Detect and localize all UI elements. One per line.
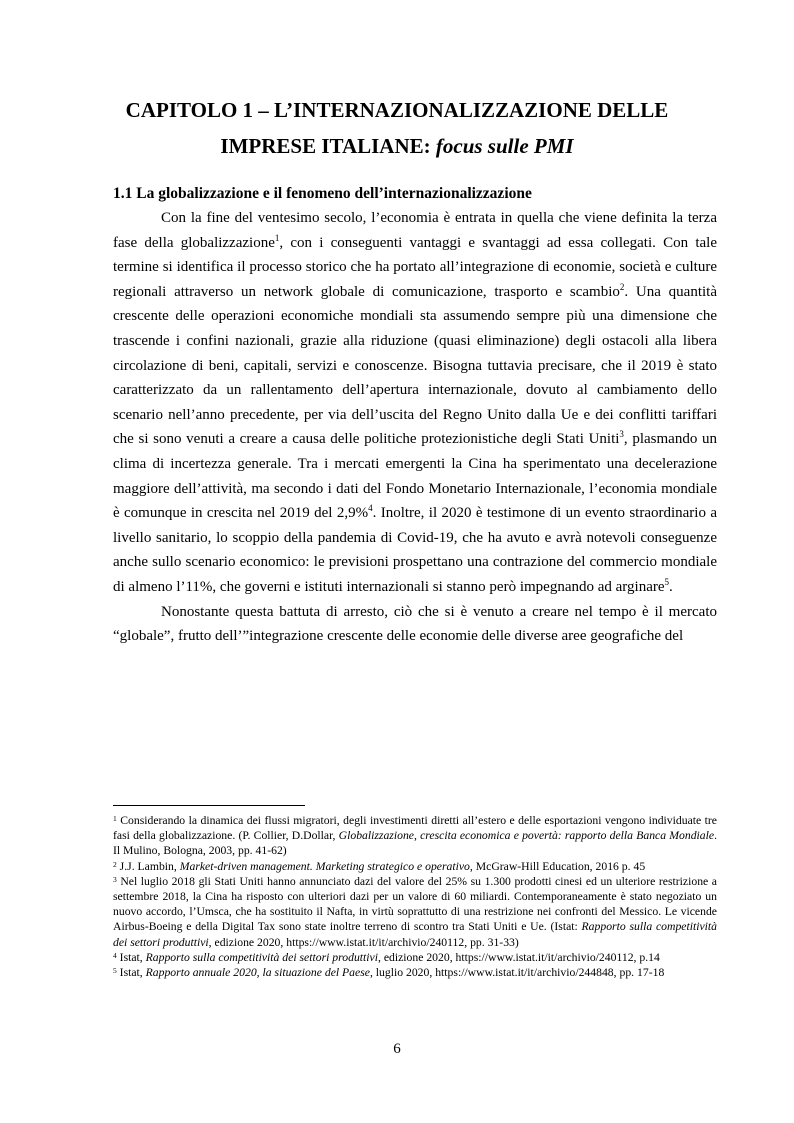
footnote-ref-2: 2 (619, 281, 625, 292)
footnote-ref-3: 3 (619, 429, 624, 440)
chapter-title-line-2: IMPRESE ITALIANE: focus sulle PMI (220, 134, 574, 158)
body-text (113, 206, 717, 649)
chapter-title-focus: focus sulle PMI (435, 134, 574, 158)
chapter-title-line-1: CAPITOLO 1 – L’INTERNAZIONALIZZAZIONE DELLE (125, 98, 669, 122)
paragraph-1: Con la fine del ventesimo secolo, l’economia è entrata in quella che viene definita la terza fase della globalizzazione$^1$, con i conseguenti vantaggi e svantaggi ad essa collegati. Con tale termine si identifica il processo storico che ha portato all’integrazione di economie, società e culture regionali attraverso un network globale di comunicazione, trasporto e scambio$^2$. Una quantità crescente delle operazioni economiche mondiali sta assumendo sempre più una dimensione che trascende i confini nazionali, grazie alla riduzione (quasi eliminazione) degli ostacoli alla libera circolazione di beni, capitali, servizi e conoscenze. Bisogna tuttavia precisare, che il 2019 è stato caratterizzato da un rallentamento dell’apertura internazionale, dovuto al cambiamento dello scenario nell’anno precedente, per via dell’uscita del Regno Unito dalla Ue e dei conflitti tariffari che si sono venuti a creare a causa delle politiche protezionistiche degli Stati Uniti$^3$, plasmando un clima di incertezza generale. Tra i mercati emergenti la Cina ha sperimentato una decelerazione maggiore dell’attività, ma secondo i dati del Fondo Monetario Internazionale, l’economia mondiale è comunque in crescita nel 2019 del 2,9%$^4$. Inoltre, il 2020 è testimone di un evento straordinario a livello sanitario, lo scoppio della pandemia di Covid-19, che ha avuto e avrà notevoli conseguenze anche sullo scenario economico: le previsioni prospettano una contrazione del commercio mondiale di almeno l’11%, che governi e istituti internazionali si stanno però impegnando ad arginare$^5$. (113, 210, 717, 595)
footnote-1: $^1$ Considerando la dinamica dei flussi migratori, degli investimenti diretti all’estero e delle esportazioni vengono individuate tre fasi della globalizzazione. (P. Collier, D.Dollar, Globalizzazione, crescita economica e povertà: rapporto della Banca Mondiale. Il Mulino, Bologna, 2003, pp. 41-62) (113, 814, 717, 858)
paragraph-2: Nonostante questa battuta di arresto, ciò che si è venuto a creare nel tempo è il mercato “globale”, frutto dell’”integrazione crescente delle economie delle diverse aree geografiche del (113, 603, 717, 645)
footnote-2: $^2$ J.J. Lambin, Market-driven management. Marketing strategico e operativo, McGraw-Hill Education, 2016 p. 45 (113, 859, 646, 873)
footnote-3: $^3$ Nel luglio 2018 gli Stati Uniti hanno annunciato dazi del valore del 25% su 1.300 prodotti cinesi ed un ulteriore restrizione a settembre 2018, la Cina ha risposto con ulteriori dazi per un valore di 60 miliardi. Contemporaneamente è stato negoziato un nuovo accordo, l’Umsca, che ha sostituito il Nafta, in virtù soprattutto di una restrizione nei confronti del Messico. Le vicende Airbus-Boeing e della Digital Tax sono state inoltre terreno di scontro tra Stati Uniti e Ue. (Istat: Rapporto sulla competitività dei settori produttivi, edizione 2020, https://www.istat.it/it/archivio/240112, pp. 31-33) (113, 874, 717, 949)
footnote-ref-5: 5 (664, 576, 670, 587)
chapter-title (100, 92, 694, 164)
section-heading: 1.1 La globalizzazione e il fenomeno dell’internazionalizzazione (113, 185, 532, 202)
footnote-4: $^4$ Istat, Rapporto sulla competitività dei settori produttivi, edizione 2020, https://www.istat.it/it/archivio/240112, p.14 (113, 950, 660, 964)
footnote-ref-4: 4 (368, 503, 373, 514)
footnote-ref-1: 1 (274, 232, 280, 243)
footnote-5: $^5$ Istat, Rapporto annuale 2020, la situazione del Paese, luglio 2020, https://www.istat.it/it/archivio/244848, pp. 17-18 (113, 966, 665, 980)
page-number: 6 (393, 1041, 401, 1057)
footnote-divider (113, 805, 305, 806)
footnotes (113, 813, 717, 980)
